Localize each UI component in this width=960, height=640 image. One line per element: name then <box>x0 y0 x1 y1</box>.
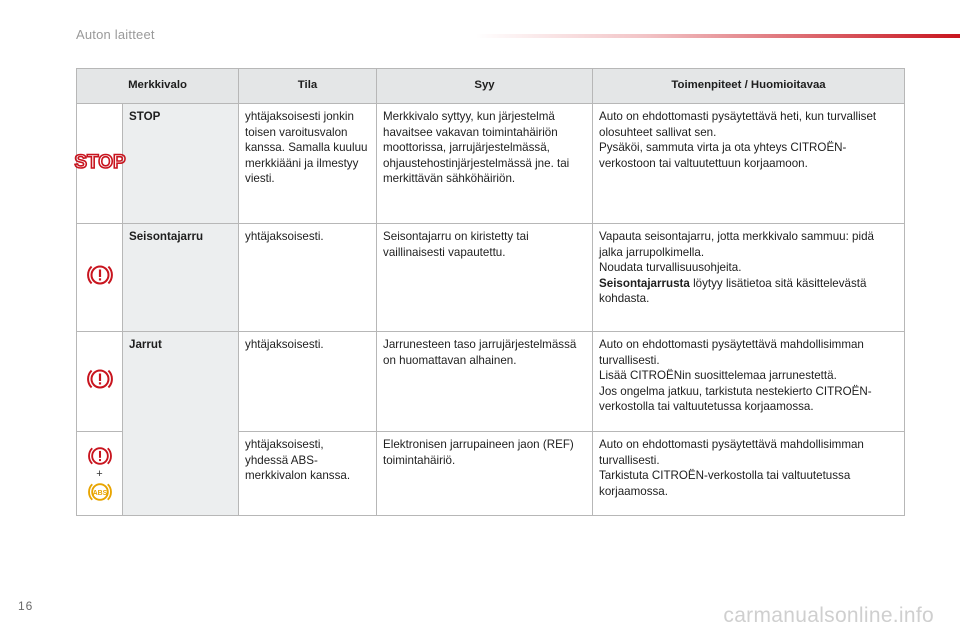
section-title: Auton laitteet <box>76 27 155 42</box>
brake-warning-icon <box>83 262 117 288</box>
action-line: Auto on ehdottomasti pysäytettävä heti, kun turvalliset olosuhteet sallivat sen. <box>599 110 877 139</box>
state-text-brakes: yhtäjaksoisesti. <box>239 332 377 432</box>
page-number: 16 <box>18 599 34 613</box>
column-header-cause: Syy <box>377 69 593 104</box>
abs-warning-icon <box>84 480 116 504</box>
column-header-light: Merkkivalo <box>77 69 239 104</box>
action-text-parking-brake <box>593 224 905 332</box>
column-header-state: Tila <box>239 69 377 104</box>
parking-brake-reference: Seisontajarrusta <box>599 276 690 290</box>
action-text-brakes-abs <box>593 432 905 516</box>
brake-abs-icon-stack <box>77 444 122 504</box>
plus-sign: + <box>96 467 103 480</box>
brake-warning-icon <box>84 444 116 468</box>
light-name-stop: STOP <box>123 104 239 224</box>
light-name-brakes: Jarrut <box>123 332 239 516</box>
state-text-stop: yhtäjaksoisesti jonkin toisen varoitusvalon kanssa. Samalla kuuluu merkkiääni ja ilmestyy viesti. <box>239 104 377 224</box>
cause-text-brakes-abs: Elektronisen jarrupaineen jaon (REF) toimintahäiriö. <box>377 432 593 516</box>
action-line: Auto on ehdottomasti pysäytettävä mahdollisimman turvallisesti. <box>599 438 864 467</box>
state-text-brakes-abs: yhtäjaksoisesti, yhdessä ABS-merkkivalon kanssa. <box>239 432 377 516</box>
warning-lights-table-wrapper <box>73 68 905 516</box>
cause-text-brakes: Jarrunesteen taso jarrujärjestelmässä on huomattavan alhainen. <box>377 332 593 432</box>
cause-text-parking-brake: Seisontajarru on kiristetty tai vaillinaisesti vapautettu. <box>377 224 593 332</box>
action-line: Vapauta seisontajarru, jotta merkkivalo sammuu: pidä jalka jarrupolkimella. <box>599 230 874 259</box>
action-line: Jos ongelma jatkuu, tarkistuta nestekierto CITROËN-verkostolla tai valtuutetussa korjaamossa. <box>599 384 872 413</box>
icon-cell-stop <box>73 104 126 224</box>
table-row-stop <box>77 104 905 224</box>
action-line-reference <box>599 276 898 307</box>
column-header-action: Toimenpiteet / Huomioitavaa <box>593 69 905 104</box>
table-row-parking-brake <box>77 224 905 332</box>
stop-icon-text: STOP <box>73 152 126 174</box>
action-text-brakes <box>593 332 905 432</box>
icon-cell-brakes-abs <box>77 432 123 516</box>
action-line: Lisää CITROËNin suosittelemaa jarrunestettä. <box>599 369 837 382</box>
reference-tail: löytyy lisätietoa sitä käsittelevästä kohdasta. <box>599 276 867 305</box>
watermark: carmanualsonline.info <box>723 604 934 627</box>
abs-icon-text: ABS <box>92 489 107 497</box>
action-line: Noudata turvallisuusohjeita. <box>599 261 742 274</box>
icon-cell-brakes <box>77 332 123 432</box>
table-header-row <box>77 69 905 104</box>
header-accent-bar <box>475 34 960 38</box>
action-text-stop <box>593 104 905 224</box>
table-row-brakes <box>77 332 905 432</box>
warning-lights-table <box>73 68 905 516</box>
brake-warning-icon <box>83 366 117 392</box>
action-line: Tarkistuta CITROËN-verkostolla tai valtuutetussa korjaamossa. <box>599 469 851 498</box>
stop-warning-icon <box>73 150 126 174</box>
action-line: Pysäköi, sammuta virta ja ota yhteys CITROËN-verkostoon tai valtuutettuun korjaamoon. <box>599 141 847 170</box>
cause-text-stop: Merkkivalo syttyy, kun järjestelmä havaitsee vakavan toimintahäiriön moottorissa, jarrujärjestelmässä, ohjaustehostinjärjestelmässä jne. tai merkittävän sähköhäiriön. <box>377 104 593 224</box>
icon-cell-parking-brake <box>77 224 123 332</box>
light-name-parking-brake: Seisontajarru <box>123 224 239 332</box>
state-text-parking-brake: yhtäjaksoisesti. <box>239 224 377 332</box>
action-line: Auto on ehdottomasti pysäytettävä mahdollisimman turvallisesti. <box>599 338 864 367</box>
